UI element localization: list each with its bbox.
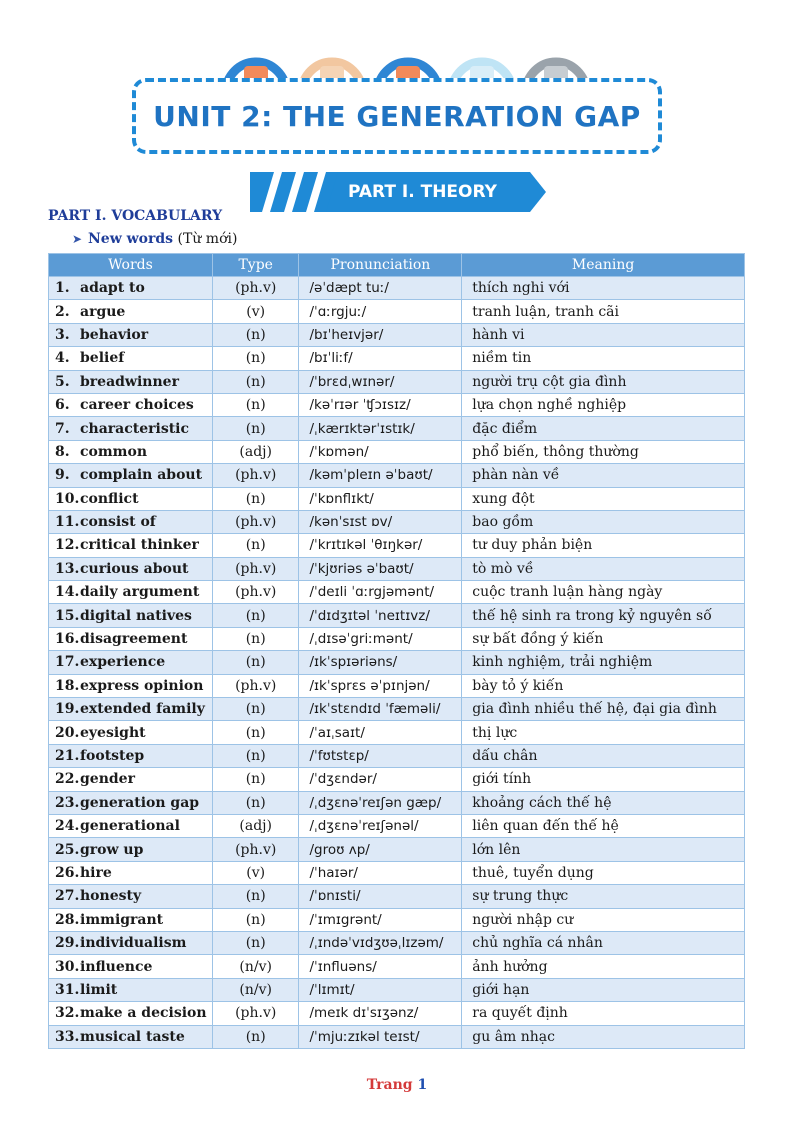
word-cell xyxy=(49,698,213,721)
word-cell xyxy=(49,838,213,861)
meaning-cell: thích nghi với xyxy=(462,277,745,300)
meaning-cell: thuê, tuyển dụng xyxy=(462,861,745,884)
pronunciation-cell: /ˈɑːrgjuː/ xyxy=(299,300,462,323)
column-header-type: Type xyxy=(212,254,299,277)
word-cell xyxy=(49,534,213,557)
table-header-row xyxy=(49,254,745,277)
table-row xyxy=(49,534,745,557)
word-text: musical taste xyxy=(80,1028,185,1045)
type-cell: (n) xyxy=(212,627,299,650)
row-number: 11. xyxy=(55,514,80,531)
row-number: 13. xyxy=(55,560,80,577)
row-number: 19. xyxy=(55,701,80,718)
type-cell: (adj) xyxy=(212,814,299,837)
word-text: common xyxy=(80,443,148,460)
word-text: influence xyxy=(80,958,153,975)
word-cell xyxy=(49,908,213,931)
pronunciation-cell: /ɪkˈsprɛs əˈpɪnjən/ xyxy=(299,674,462,697)
type-cell: (n) xyxy=(212,744,299,767)
type-cell: (n) xyxy=(212,885,299,908)
row-number: 28. xyxy=(55,911,80,928)
word-cell xyxy=(49,417,213,440)
table-row xyxy=(49,604,745,627)
table-row xyxy=(49,300,745,323)
row-number: 6. xyxy=(55,397,70,414)
pronunciation-cell: /ˌkærɪktərˈɪstɪk/ xyxy=(299,417,462,440)
meaning-cell: niềm tin xyxy=(462,347,745,370)
row-number: 30. xyxy=(55,958,80,975)
row-number: 2. xyxy=(55,303,70,320)
unit-banner xyxy=(130,44,662,154)
type-cell: (n) xyxy=(212,651,299,674)
meaning-cell: bao gồm xyxy=(462,510,745,533)
row-number: 18. xyxy=(55,677,80,694)
word-cell xyxy=(49,370,213,393)
word-cell xyxy=(49,464,213,487)
meaning-cell: ra quyết định xyxy=(462,1002,745,1025)
part-banner-label: PART I. THEORY xyxy=(348,182,497,202)
row-number: 29. xyxy=(55,935,80,952)
meaning-cell: sự bất đồng ý kiến xyxy=(462,627,745,650)
word-text: curious about xyxy=(80,560,189,577)
row-number: 16. xyxy=(55,631,80,648)
row-number: 27. xyxy=(55,888,80,905)
word-text: footstep xyxy=(80,748,145,764)
meaning-cell: gu âm nhạc xyxy=(462,1025,745,1048)
row-number: 25. xyxy=(55,841,80,858)
row-number: 31. xyxy=(55,981,80,998)
word-text: honesty xyxy=(80,888,142,905)
row-number: 24. xyxy=(55,818,80,835)
word-cell xyxy=(49,510,213,533)
table-row xyxy=(49,861,745,884)
type-cell: (n) xyxy=(212,347,299,370)
meaning-cell: lớn lên xyxy=(462,838,745,861)
word-text: gender xyxy=(80,771,135,788)
type-cell: (n) xyxy=(212,417,299,440)
meaning-cell: phổ biến, thông thường xyxy=(462,440,745,463)
meaning-cell: khoảng cách thế hệ xyxy=(462,791,745,814)
section-title: PART I. VOCABULARY xyxy=(48,208,223,224)
meaning-cell: thế hệ sinh ra trong kỷ nguyên số xyxy=(462,604,745,627)
pronunciation-cell: /ˌɪndəˈvɪdʒʊəˌlɪzəm/ xyxy=(299,931,462,954)
type-cell: (ph.v) xyxy=(212,464,299,487)
pronunciation-cell: /ˈdɪdʒɪtəl ˈneɪtɪvz/ xyxy=(299,604,462,627)
word-cell xyxy=(49,861,213,884)
word-text: extended family xyxy=(80,701,205,718)
table-row xyxy=(49,1025,745,1048)
footer-label: Trang xyxy=(366,1077,413,1093)
pronunciation-cell: /ˌdʒɛnəˈreɪʃənəl/ xyxy=(299,814,462,837)
word-cell xyxy=(49,440,213,463)
type-cell: (ph.v) xyxy=(212,1002,299,1025)
meaning-cell: ảnh hưởng xyxy=(462,955,745,978)
table-row xyxy=(49,487,745,510)
pronunciation-cell: /ˈaɪˌsaɪt/ xyxy=(299,721,462,744)
subheading-label: New words xyxy=(88,231,174,247)
page-footer xyxy=(0,1077,794,1093)
table-row xyxy=(49,955,745,978)
word-cell xyxy=(49,978,213,1001)
meaning-cell: liên quan đến thế hệ xyxy=(462,814,745,837)
word-cell xyxy=(49,1002,213,1025)
word-text: immigrant xyxy=(80,911,164,928)
pronunciation-cell: /ˈbrɛdˌwɪnər/ xyxy=(299,370,462,393)
part-banner xyxy=(250,172,546,212)
pronunciation-cell: /kəˈrɪər ˈʧɔɪsɪz/ xyxy=(299,393,462,416)
word-text: express opinion xyxy=(80,677,204,694)
word-text: critical thinker xyxy=(80,537,199,554)
word-cell xyxy=(49,814,213,837)
meaning-cell: người trụ cột gia đình xyxy=(462,370,745,393)
pronunciation-cell: /kəmˈpleɪn əˈbaʊt/ xyxy=(299,464,462,487)
table-row xyxy=(49,323,745,346)
word-cell xyxy=(49,885,213,908)
pronunciation-cell: /ˈmjuːzɪkəl teɪst/ xyxy=(299,1025,462,1048)
type-cell: (ph.v) xyxy=(212,674,299,697)
table-row xyxy=(49,814,745,837)
word-cell xyxy=(49,393,213,416)
type-cell: (n/v) xyxy=(212,978,299,1001)
meaning-cell: xung đột xyxy=(462,487,745,510)
table-row xyxy=(49,440,745,463)
word-text: adapt to xyxy=(80,280,145,297)
page-number: 1 xyxy=(417,1077,428,1093)
meaning-cell: thị lực xyxy=(462,721,745,744)
row-number: 4. xyxy=(55,350,70,367)
row-number: 10. xyxy=(55,490,80,507)
type-cell: (adj) xyxy=(212,440,299,463)
pronunciation-cell: /ˈkɒnflɪkt/ xyxy=(299,487,462,510)
word-text: consist of xyxy=(80,514,156,531)
meaning-cell: giới tính xyxy=(462,768,745,791)
type-cell: (n) xyxy=(212,721,299,744)
word-cell xyxy=(49,931,213,954)
pronunciation-cell: /ˈkjʊriəs əˈbaʊt/ xyxy=(299,557,462,580)
type-cell: (n) xyxy=(212,323,299,346)
meaning-cell: gia đình nhiều thế hệ, đại gia đình xyxy=(462,698,745,721)
word-cell xyxy=(49,277,213,300)
type-cell: (n) xyxy=(212,487,299,510)
type-cell: (n) xyxy=(212,768,299,791)
word-text: daily argument xyxy=(80,584,200,601)
word-cell xyxy=(49,768,213,791)
word-text: breadwinner xyxy=(80,373,179,390)
pronunciation-cell: /ˈdeɪli ˈɑːrgjəmənt/ xyxy=(299,581,462,604)
word-cell xyxy=(49,627,213,650)
pronunciation-cell: /ˈkɒmən/ xyxy=(299,440,462,463)
row-number: 9. xyxy=(55,467,70,484)
subheading xyxy=(72,231,237,247)
table-row xyxy=(49,417,745,440)
table-row xyxy=(49,464,745,487)
meaning-cell: đặc điểm xyxy=(462,417,745,440)
pronunciation-cell: /ɪkˈspɪəriəns/ xyxy=(299,651,462,674)
row-number: 7. xyxy=(55,420,70,437)
column-header-words: Words xyxy=(49,254,213,277)
row-number: 12. xyxy=(55,537,80,554)
table-row xyxy=(49,347,745,370)
title-box xyxy=(132,78,662,154)
type-cell: (n) xyxy=(212,908,299,931)
word-text: eyesight xyxy=(80,724,146,741)
type-cell: (v) xyxy=(212,861,299,884)
type-cell: (n) xyxy=(212,791,299,814)
row-number: 32. xyxy=(55,1005,80,1022)
word-text: grow up xyxy=(80,841,144,858)
word-text: characteristic xyxy=(80,420,190,437)
word-text: generation gap xyxy=(80,794,200,811)
meaning-cell: cuộc tranh luận hàng ngày xyxy=(462,581,745,604)
word-text: complain about xyxy=(80,467,203,484)
word-text: argue xyxy=(80,303,126,320)
row-number: 22. xyxy=(55,771,80,788)
word-text: career choices xyxy=(80,397,194,414)
table-row xyxy=(49,698,745,721)
meaning-cell: tò mò về xyxy=(462,557,745,580)
word-text: experience xyxy=(80,654,166,671)
type-cell: (n) xyxy=(212,393,299,416)
word-cell xyxy=(49,581,213,604)
type-cell: (ph.v) xyxy=(212,510,299,533)
pronunciation-cell: /ˈlɪmɪt/ xyxy=(299,978,462,1001)
table-row xyxy=(49,581,745,604)
table-row xyxy=(49,744,745,767)
row-number: 5. xyxy=(55,373,70,390)
word-cell xyxy=(49,721,213,744)
type-cell: (v) xyxy=(212,300,299,323)
table-row xyxy=(49,393,745,416)
meaning-cell: tranh luận, tranh cãi xyxy=(462,300,745,323)
row-number: 14. xyxy=(55,584,80,601)
arrow-bullet-icon: ➤ xyxy=(72,232,83,246)
meaning-cell: người nhập cư xyxy=(462,908,745,931)
table-row xyxy=(49,978,745,1001)
type-cell: (n) xyxy=(212,370,299,393)
pronunciation-cell: /bɪˈheɪvjər/ xyxy=(299,323,462,346)
type-cell: (ph.v) xyxy=(212,838,299,861)
pronunciation-cell: /ˈdʒɛndər/ xyxy=(299,768,462,791)
meaning-cell: bày tỏ ý kiến xyxy=(462,674,745,697)
table-row xyxy=(49,721,745,744)
word-text: make a decision xyxy=(80,1005,207,1022)
meaning-cell: giới hạn xyxy=(462,978,745,1001)
table-row xyxy=(49,651,745,674)
word-cell xyxy=(49,323,213,346)
row-number: 21. xyxy=(55,748,80,764)
word-cell xyxy=(49,604,213,627)
type-cell: (n/v) xyxy=(212,955,299,978)
meaning-cell: lựa chọn nghề nghiệp xyxy=(462,393,745,416)
pronunciation-cell: /ˈhaɪər/ xyxy=(299,861,462,884)
word-cell xyxy=(49,300,213,323)
table-row xyxy=(49,885,745,908)
word-text: conflict xyxy=(80,490,139,507)
pronunciation-cell: /ˈfʊtstɛp/ xyxy=(299,744,462,767)
word-cell xyxy=(49,487,213,510)
row-number: 15. xyxy=(55,607,80,624)
word-text: digital natives xyxy=(80,607,192,624)
table-row xyxy=(49,277,745,300)
table-row xyxy=(49,838,745,861)
meaning-cell: sự trung thực xyxy=(462,885,745,908)
pronunciation-cell: /ˌdʒɛnəˈreɪʃən gæp/ xyxy=(299,791,462,814)
vocabulary-table xyxy=(48,253,745,1049)
row-number: 26. xyxy=(55,864,80,881)
row-number: 1. xyxy=(55,280,70,297)
word-text: disagreement xyxy=(80,631,188,648)
table-row xyxy=(49,931,745,954)
word-cell xyxy=(49,1025,213,1048)
table-row xyxy=(49,370,745,393)
word-text: limit xyxy=(80,981,118,998)
type-cell: (n) xyxy=(212,604,299,627)
table-row xyxy=(49,557,745,580)
word-cell xyxy=(49,557,213,580)
table-row xyxy=(49,791,745,814)
pronunciation-cell: /ˈkrɪtɪkəl ˈθɪŋkər/ xyxy=(299,534,462,557)
word-text: generational xyxy=(80,818,180,835)
meaning-cell: phàn nàn về xyxy=(462,464,745,487)
pronunciation-cell: /ˈɪmɪgrənt/ xyxy=(299,908,462,931)
column-header-pronunciation: Pronunciation xyxy=(299,254,462,277)
table-row xyxy=(49,510,745,533)
row-number: 20. xyxy=(55,724,80,741)
pronunciation-cell: /ˈɪnfluəns/ xyxy=(299,955,462,978)
table-row xyxy=(49,768,745,791)
word-text: belief xyxy=(80,350,125,367)
table-row xyxy=(49,674,745,697)
row-number: 17. xyxy=(55,654,80,671)
meaning-cell: kinh nghiệm, trải nghiệm xyxy=(462,651,745,674)
row-number: 3. xyxy=(55,326,70,343)
type-cell: (ph.v) xyxy=(212,557,299,580)
word-text: hire xyxy=(80,864,112,881)
pronunciation-cell: /ɪkˈstɛndɪd ˈfæməli/ xyxy=(299,698,462,721)
pronunciation-cell: /groʊ ʌp/ xyxy=(299,838,462,861)
meaning-cell: tư duy phản biện xyxy=(462,534,745,557)
word-cell xyxy=(49,744,213,767)
page-title: UNIT 2: THE GENERATION GAP xyxy=(153,99,641,133)
pronunciation-cell: /ˈɒnɪsti/ xyxy=(299,885,462,908)
type-cell: (n) xyxy=(212,534,299,557)
word-text: individualism xyxy=(80,935,187,952)
meaning-cell: dấu chân xyxy=(462,744,745,767)
subheading-note: (Từ mới) xyxy=(177,231,238,247)
meaning-cell: chủ nghĩa cá nhân xyxy=(462,931,745,954)
type-cell: (n) xyxy=(212,1025,299,1048)
type-cell: (n) xyxy=(212,931,299,954)
row-number: 8. xyxy=(55,443,70,460)
pronunciation-cell: /əˈdæpt tuː/ xyxy=(299,277,462,300)
type-cell: (ph.v) xyxy=(212,277,299,300)
word-cell xyxy=(49,674,213,697)
word-cell xyxy=(49,347,213,370)
meaning-cell: hành vi xyxy=(462,323,745,346)
table-row xyxy=(49,908,745,931)
pronunciation-cell: /bɪˈliːf/ xyxy=(299,347,462,370)
word-cell xyxy=(49,955,213,978)
row-number: 33. xyxy=(55,1028,80,1045)
type-cell: (ph.v) xyxy=(212,581,299,604)
word-cell xyxy=(49,651,213,674)
word-cell xyxy=(49,791,213,814)
table-row xyxy=(49,627,745,650)
row-number: 23. xyxy=(55,794,80,811)
pronunciation-cell: /ˌdɪsəˈgriːmənt/ xyxy=(299,627,462,650)
pronunciation-cell: /meɪk dɪˈsɪʒənz/ xyxy=(299,1002,462,1025)
table-row xyxy=(49,1002,745,1025)
type-cell: (n) xyxy=(212,698,299,721)
column-header-meaning: Meaning xyxy=(462,254,745,277)
pronunciation-cell: /kənˈsɪst ɒv/ xyxy=(299,510,462,533)
word-text: behavior xyxy=(80,326,149,343)
